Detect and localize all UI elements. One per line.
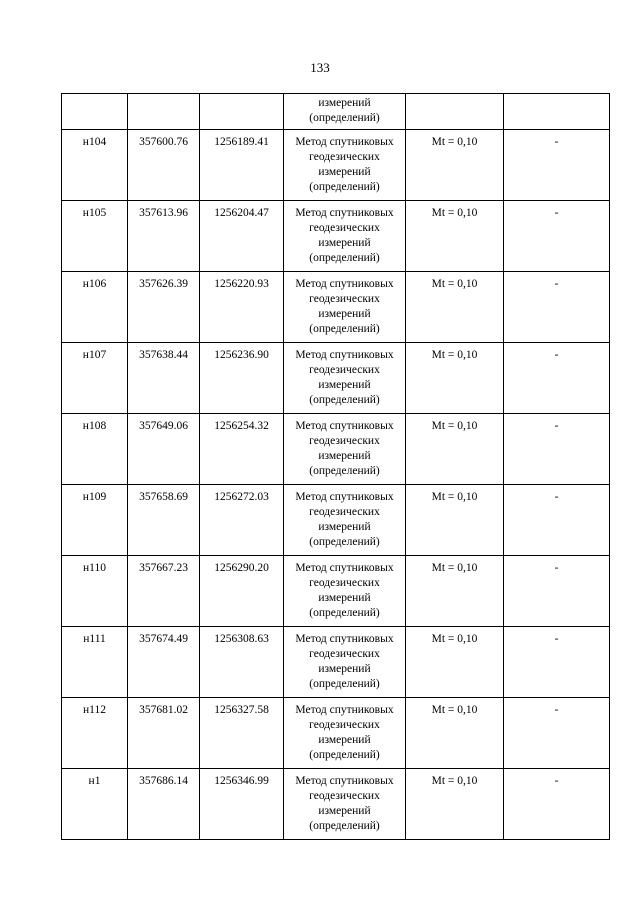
x-cell: 357658.69: [128, 485, 200, 556]
x-cell: 357674.49: [128, 627, 200, 698]
method-line: Метод спутниковых: [295, 704, 394, 716]
method-line: измерений: [318, 521, 371, 533]
note-cell: -: [504, 769, 610, 840]
note-cell: -: [504, 485, 610, 556]
accuracy-cell: Mt = 0,10: [406, 769, 504, 840]
method-line: геодезических: [309, 719, 380, 731]
point-cell: н109: [62, 485, 128, 556]
method-line: Метод спутниковых: [295, 349, 394, 361]
point-cell: н106: [62, 272, 128, 343]
x-cell: 357667.23: [128, 556, 200, 627]
method-cell: [284, 201, 406, 272]
method-cell: [284, 272, 406, 343]
method-line: геодезических: [309, 293, 380, 305]
method-line: измерений: [318, 237, 371, 249]
method-line: измерений: [318, 308, 371, 320]
method-line: (определений): [309, 112, 380, 124]
method-line: (определений): [309, 465, 380, 477]
method-line: Метод спутниковых: [295, 136, 394, 148]
x-cell: 357649.06: [128, 414, 200, 485]
table-row-continuation: [62, 94, 610, 130]
method-line: (определений): [309, 394, 380, 406]
point-cell: н111: [62, 627, 128, 698]
table-row: [62, 556, 610, 627]
method-line: геодезических: [309, 648, 380, 660]
note-cell: -: [504, 414, 610, 485]
y-cell: 1256220.93: [200, 272, 284, 343]
table-row: [62, 130, 610, 201]
method-line: (определений): [309, 323, 380, 335]
x-cell: 357626.39: [128, 272, 200, 343]
method-cell: [284, 414, 406, 485]
accuracy-cell: Mt = 0,10: [406, 272, 504, 343]
point-cell: н104: [62, 130, 128, 201]
y-cell: 1256254.32: [200, 414, 284, 485]
table-row: [62, 414, 610, 485]
method-line: измерений: [318, 166, 371, 178]
method-line: Метод спутниковых: [295, 207, 394, 219]
method-cell: [284, 627, 406, 698]
method-cell: [284, 343, 406, 414]
note-cell: -: [504, 201, 610, 272]
method-cell: [284, 94, 406, 130]
note-cell: -: [504, 556, 610, 627]
coordinates-table: [61, 93, 610, 840]
table-row: [62, 272, 610, 343]
method-cell: [284, 485, 406, 556]
point-cell: н112: [62, 698, 128, 769]
note-cell: -: [504, 698, 610, 769]
method-line: (определений): [309, 181, 380, 193]
point-cell: н108: [62, 414, 128, 485]
point-cell: н107: [62, 343, 128, 414]
method-line: Метод спутниковых: [295, 562, 394, 574]
accuracy-cell: Mt = 0,10: [406, 414, 504, 485]
x-cell: 357600.76: [128, 130, 200, 201]
method-line: измерений: [318, 805, 371, 817]
y-cell: 1256346.99: [200, 769, 284, 840]
point-cell: н1: [62, 769, 128, 840]
method-line: Метод спутниковых: [295, 278, 394, 290]
method-line: (определений): [309, 678, 380, 690]
table-row: [62, 627, 610, 698]
table-row: [62, 485, 610, 556]
note-cell: [504, 94, 610, 130]
y-cell: 1256236.90: [200, 343, 284, 414]
method-cell: [284, 698, 406, 769]
method-line: измерений: [318, 97, 371, 109]
method-line: Метод спутниковых: [295, 491, 394, 503]
accuracy-cell: Mt = 0,10: [406, 698, 504, 769]
method-line: Метод спутниковых: [295, 420, 394, 432]
method-line: измерений: [318, 450, 371, 462]
note-cell: -: [504, 130, 610, 201]
accuracy-cell: Mt = 0,10: [406, 130, 504, 201]
method-line: геодезических: [309, 364, 380, 376]
method-cell: [284, 556, 406, 627]
method-line: Метод спутниковых: [295, 633, 394, 645]
x-cell: 357681.02: [128, 698, 200, 769]
method-line: измерений: [318, 379, 371, 391]
y-cell: 1256327.58: [200, 698, 284, 769]
method-line: (определений): [309, 252, 380, 264]
method-line: (определений): [309, 820, 380, 832]
x-cell: 357686.14: [128, 769, 200, 840]
method-line: геодезических: [309, 222, 380, 234]
method-line: измерений: [318, 592, 371, 604]
y-cell: 1256308.63: [200, 627, 284, 698]
point-cell: н105: [62, 201, 128, 272]
y-cell: 1256189.41: [200, 130, 284, 201]
method-cell: [284, 769, 406, 840]
method-cell: [284, 130, 406, 201]
method-line: (определений): [309, 607, 380, 619]
table-row: [62, 769, 610, 840]
method-line: геодезических: [309, 435, 380, 447]
table-row: [62, 201, 610, 272]
accuracy-cell: Mt = 0,10: [406, 201, 504, 272]
method-line: геодезических: [309, 790, 380, 802]
table-row: [62, 343, 610, 414]
method-line: измерений: [318, 734, 371, 746]
method-line: (определений): [309, 536, 380, 548]
table-body: [62, 94, 610, 840]
x-cell: 357613.96: [128, 201, 200, 272]
accuracy-cell: Mt = 0,10: [406, 485, 504, 556]
method-line: Метод спутниковых: [295, 775, 394, 787]
page-number: 133: [310, 60, 330, 75]
y-cell: [200, 94, 284, 130]
accuracy-cell: Mt = 0,10: [406, 343, 504, 414]
y-cell: 1256272.03: [200, 485, 284, 556]
note-cell: -: [504, 272, 610, 343]
accuracy-cell: Mt = 0,10: [406, 627, 504, 698]
point-cell: [62, 94, 128, 130]
method-line: измерений: [318, 663, 371, 675]
y-cell: 1256290.20: [200, 556, 284, 627]
accuracy-cell: [406, 94, 504, 130]
x-cell: [128, 94, 200, 130]
method-line: геодезических: [309, 577, 380, 589]
method-line: (определений): [309, 749, 380, 761]
y-cell: 1256204.47: [200, 201, 284, 272]
note-cell: -: [504, 627, 610, 698]
note-cell: -: [504, 343, 610, 414]
point-cell: н110: [62, 556, 128, 627]
method-line: геодезических: [309, 506, 380, 518]
x-cell: 357638.44: [128, 343, 200, 414]
table-row: [62, 698, 610, 769]
accuracy-cell: Mt = 0,10: [406, 556, 504, 627]
method-line: геодезических: [309, 151, 380, 163]
